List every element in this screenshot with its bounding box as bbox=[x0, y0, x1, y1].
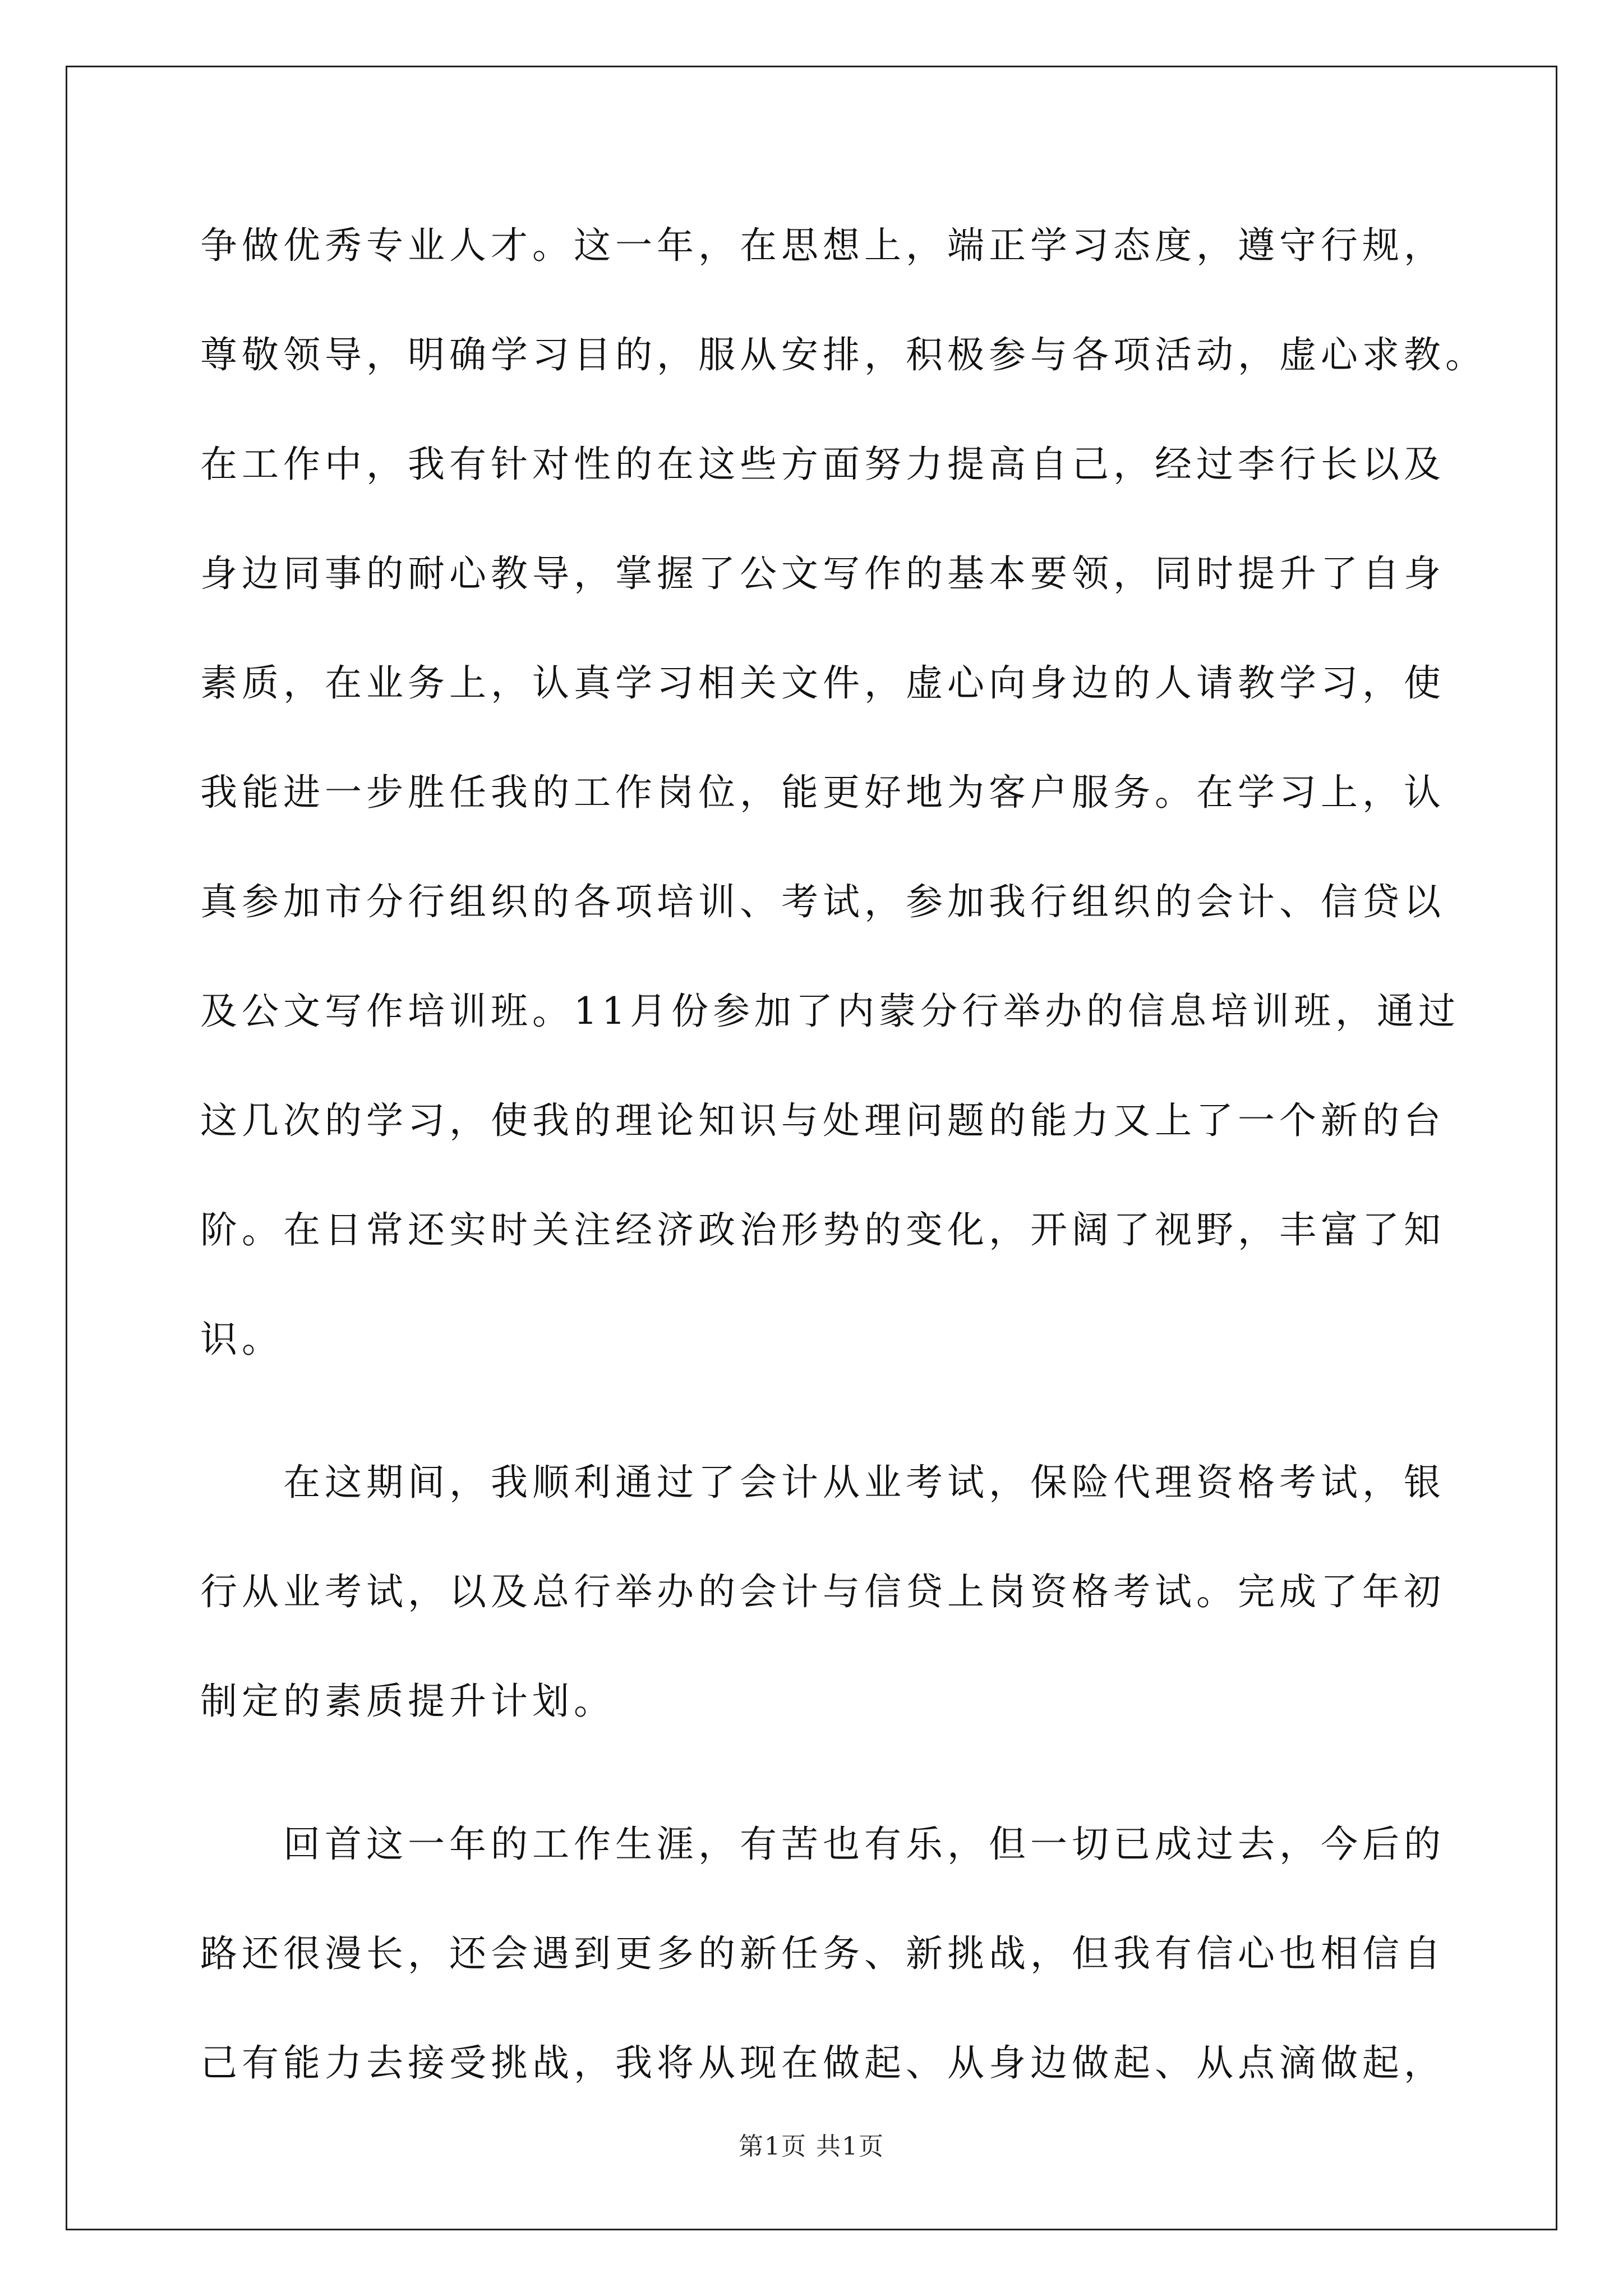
text-line: 在这期间，我顺利通过了会计从业考试，保险代理资格考试，银 bbox=[283, 1461, 1445, 1504]
text-line: 回首这一年的工作生涯，有苦也有乐，但一切已成过去，今后的 bbox=[283, 1823, 1445, 1866]
document-body bbox=[200, 191, 1487, 2118]
text-line: 及公文写作培训班。11月份参加了内蒙分行举办的信息培训班，通过 bbox=[200, 990, 1460, 1033]
text-line: 识。 bbox=[200, 1318, 283, 1361]
paragraph-spacer bbox=[200, 1394, 1428, 1428]
text-line: 己有能力去接受挑战，我将从现在做起、从身边做起、从点滴做起， bbox=[200, 2041, 1445, 2085]
text-line: 真参加市分行组织的各项培训、考试，参加我行组织的会计、信贷以 bbox=[200, 880, 1445, 923]
paragraph-1 bbox=[200, 191, 1487, 1394]
text-line: 阶。在日常还实时关注经济政治形势的变化，开阔了视野，丰富了知 bbox=[200, 1208, 1445, 1251]
paragraph-3 bbox=[200, 1789, 1445, 2118]
text-line: 我能进一步胜任我的工作岗位，能更好地为客户服务。在学习上，认 bbox=[200, 771, 1445, 814]
text-line: 身边同事的耐心教导，掌握了公文写作的基本要领，同时提升了自身 bbox=[200, 552, 1445, 595]
paragraph-spacer bbox=[200, 1756, 1428, 1789]
paragraph-2 bbox=[200, 1428, 1445, 1756]
text-line: 素质，在业务上，认真学习相关文件，虚心向身边的人请教学习，使 bbox=[200, 661, 1445, 705]
text-line: 这几次的学习，使我的理论知识与处理问题的能力又上了一个新的台 bbox=[200, 1099, 1445, 1142]
text-line: 路还很漫长，还会遇到更多的新任务、新挑战，但我有信心也相信自 bbox=[200, 1932, 1445, 1975]
text-line: 尊敬领导，明确学习目的，服从安排，积极参与各项活动，虚心求教。 bbox=[200, 333, 1487, 376]
text-line: 争做优秀专业人才。这一年，在思想上，端正学习态度，遵守行规， bbox=[200, 224, 1445, 267]
text-line: 制定的素质提升计划。 bbox=[200, 1680, 615, 1723]
text-line: 在工作中，我有针对性的在这些方面努力提高自己，经过李行长以及 bbox=[200, 443, 1445, 486]
page-number-footer: 第1页 共1页 bbox=[739, 2132, 884, 2161]
text-line: 行从业考试，以及总行举办的会计与信贷上岗资格考试。完成了年初 bbox=[200, 1570, 1445, 1613]
